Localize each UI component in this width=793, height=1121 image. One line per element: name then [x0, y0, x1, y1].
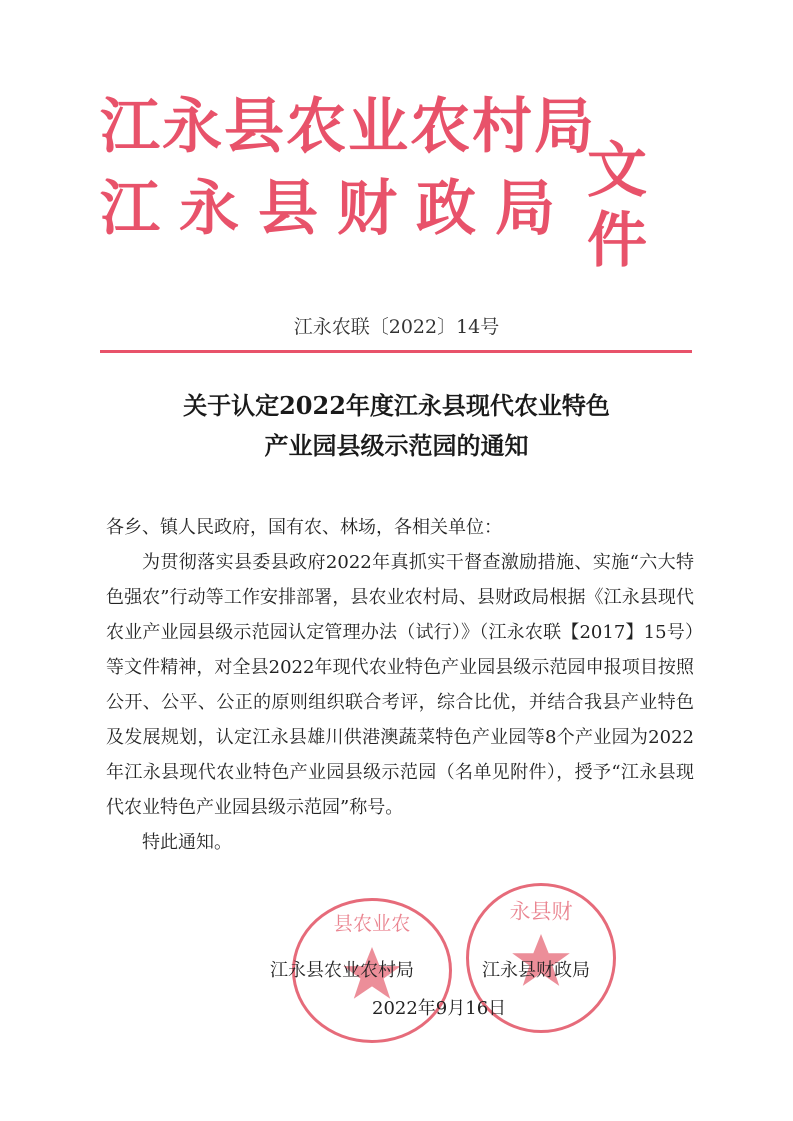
signer-finance-bureau: 江永县财政局 [482, 960, 590, 981]
document-body [106, 510, 694, 860]
signature-block [0, 952, 793, 1022]
title-line-2: 产业园县级示范园的通知 [264, 431, 529, 460]
issue-date: 2022年9月16日 [372, 998, 507, 1019]
document-title [0, 386, 793, 466]
title-line-1: 关于认定2022年度江永县现代农业特色 [183, 391, 610, 420]
signer-agriculture-bureau: 江永县农业农村局 [270, 960, 414, 981]
svg-text:县农业农: 县农业农 [333, 911, 411, 935]
issuer-line-2: 江永县财政局 [100, 174, 574, 244]
header-divider [100, 350, 692, 353]
addressee: 各乡、镇人民政府，国有农、林场，各相关单位： [106, 517, 502, 538]
document-header [100, 92, 700, 276]
document-kind-label: 文件 [587, 136, 649, 276]
svg-text:永县财: 永县财 [509, 898, 573, 924]
document-number: 江永农联〔2022〕14号 [293, 316, 500, 338]
body-paragraph: 为贯彻落实县委县政府2022年真抓实干督查激励措施、实施“六大特色强农”行动等工作安排部署，县农业农村局、县财政局根据《江永县现代农业产业园县级示范园认定管理办法（试行）》（江永农联【2017】15号）等文件精神，对全县2022年现代农业特色产业园县级示范园申报项目按照公开、公平、公正的原则组织联合考评，综合比优，并结合我县产业特色及发展规划，认定江永县雄川供港澳蔬菜特色产业园等8个产业园为2022年江永县现代农业特色产业园县级示范园（名单见附件），授予“江永县现代农业特色产业园县级示范园”称号。 [106, 552, 694, 818]
closing-line: 特此通知。 [142, 832, 232, 853]
issuer-line-1: 江永县农业农村局 [100, 92, 596, 162]
